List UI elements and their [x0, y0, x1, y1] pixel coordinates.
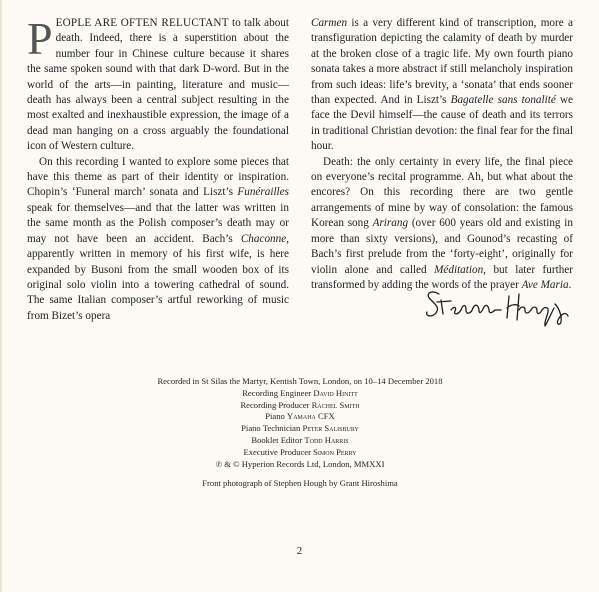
paragraph-1-text: to talk about death. Indeed, there is a superstition about the number four in Chinese culture because it shares the same spoken sound with that dark D-word. But in the world of the arts—in painting, literature and music—death has always been a central subject resulting in the most exalted and inexhaustible expression, the image of a dead man hanging on a cross arguably the foundational icon of Western culture.	[27, 17, 289, 153]
credit-engineer	[100, 388, 500, 400]
essay-paragraph-2	[27, 155, 289, 324]
essay-paragraph-2-continued	[311, 16, 573, 155]
credit-role: Piano Technician	[241, 423, 303, 434]
title-arirang: Arirang	[372, 217, 409, 230]
credit-role: Booklet Editor	[251, 434, 305, 445]
paragraph-2-text-d: is a very different kind of transcription, more a transfiguration depicting the calamity of death by murder at the broken close of a tragic life. My own fourth piano sonata takes a more abstract if still melancholy inspiration from such ideas: life’s brevity, a ‘sonata’ that ends sooner than expected. And in Liszt’s	[311, 17, 573, 107]
credit-photo: Front photograph of Stephen Hough by Grant Hiroshima	[202, 478, 398, 489]
paragraph-2-text-b: speak for themselves—and that the latter was written in the same month as the Polish composer’s death may or may not have been an accident. Bach’s	[27, 201, 289, 245]
title-meditation: Méditation	[434, 263, 484, 276]
credit-recorded: Recorded in St Silas the Martyr, Kentish Town, London, on 10–14 December 2018	[157, 376, 443, 386]
paragraph-2-text-e: we face the Devil himself—the cause of death and its terrors in traditional Christian devotion: the final fear for the final hour.	[311, 94, 573, 153]
credit-name: Simon Perry	[313, 446, 357, 457]
credit-role: Recording Producer	[240, 399, 312, 410]
essay-paragraph-3	[311, 155, 573, 294]
title-chaconne: Chaconne	[240, 232, 287, 245]
title-carmen: Carmen	[311, 17, 348, 29]
paragraph-3-text-c: , but later further transformed by adding the words of the prayer	[311, 263, 573, 291]
recording-credits	[100, 376, 500, 490]
credit-name: Rachel Smith	[311, 399, 360, 410]
essay-column-right	[311, 16, 573, 293]
credit-role: Recording Engineer	[242, 387, 314, 398]
title-funerailles: Funérailles	[237, 186, 289, 199]
paragraph-2-text-c: , apparently written in memory of his first wife, is here expanded by Busoni from the small wooden box of its original solo violin into a towering cathedral of sound. The same Italian composer’s artful reworking of music from Bizet’s opera	[27, 232, 289, 322]
drop-cap: P	[27, 13, 53, 64]
credit-name: Yamaha CFX	[286, 411, 335, 422]
credit-name: David Hinitt	[313, 387, 358, 398]
paragraph-3-text-b: (over 600 years old and existing in more than sixty versions), and Gounod’s recasting of Bach’s first prelude from the ‘forty-eight’, originally for violin alone and called	[311, 217, 573, 276]
page-edge	[0, 0, 2, 592]
credit-executive	[100, 447, 500, 459]
paragraph-2-text-a: On this recording I wanted to explore some pieces that have this theme as part of their identity or inspiration. Chopin’s ‘Funeral march’ sonata and Liszt’s	[27, 155, 289, 199]
essay-column-left	[27, 13, 289, 324]
signature	[421, 280, 581, 330]
credit-name: Todd Harris	[304, 434, 349, 445]
credit-role: Executive Producer	[243, 446, 314, 457]
title-bagatelle: Bagatelle sans tonalité	[450, 94, 556, 107]
title-ave-maria: Ave Maria	[521, 278, 569, 291]
credit-producer	[100, 400, 500, 412]
credit-copyright: ℗ & © Hyperion Records Ltd, London, MMXXI	[215, 458, 385, 469]
credit-editor	[100, 435, 500, 447]
credit-name: Peter Salisbury	[302, 423, 359, 434]
credit-role: Piano	[265, 411, 287, 422]
credit-technician	[100, 423, 500, 435]
paragraph-3-text-d: .	[568, 278, 572, 291]
paragraph-3-text-a: Death: the only certainty in every life, the final piece on everyone’s recital programme. Ah, but what about the encores? On this recording there are two gentle arrangements of mine by way of consolation: the famous Korean song	[311, 155, 573, 230]
lead-smallcaps: EOPLE ARE OFTEN RELUCTANT	[55, 17, 229, 29]
essay-paragraph-1	[27, 13, 289, 155]
page-number: 2	[296, 545, 303, 557]
credit-piano	[100, 411, 500, 423]
